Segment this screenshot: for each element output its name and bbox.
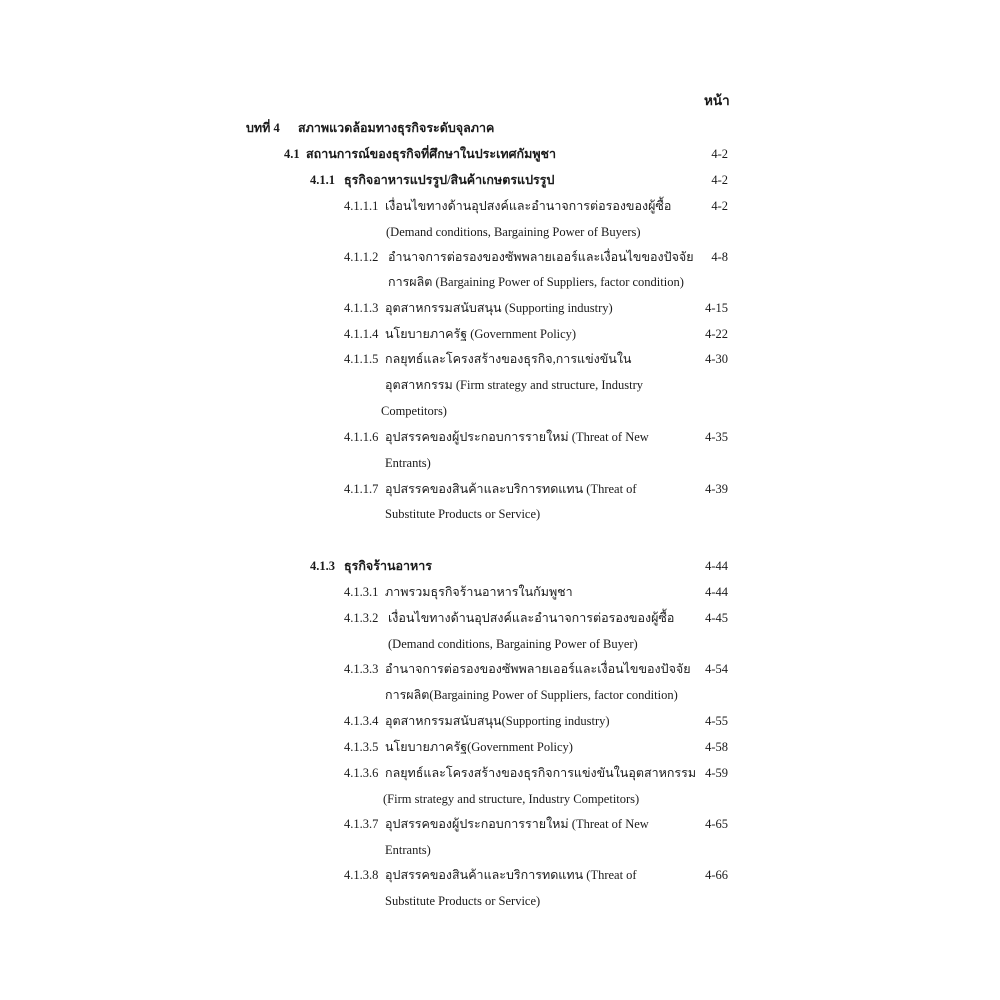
- toc-item-text: เงื่อนไขทางด้านอุปสงค์และอำนาจการต่อรองของผู้ซื้อ: [388, 611, 675, 625]
- toc-item-page: 4-15: [705, 301, 728, 315]
- subsection-title: ธุรกิจร้านอาหาร: [344, 559, 433, 573]
- toc-item-number: 4.1.3.1: [344, 585, 379, 599]
- toc-item-text: อุปสรรคของผู้ประกอบการรายใหม่ (Threat of New: [385, 817, 649, 831]
- toc-item-number: 4.1.3.7: [344, 817, 379, 831]
- toc-item-number: 4.1.1.7: [344, 482, 379, 496]
- toc-item-text: อุตสาหกรรมสนับสนุน (Supporting industry): [385, 301, 613, 315]
- toc-item-text: การผลิต (Bargaining Power of Suppliers, factor condition): [388, 275, 684, 289]
- toc-item-text: นโยบายภาครัฐ(Government Policy): [385, 740, 573, 754]
- toc-item-text: กลยุทธ์และโครงสร้างของธุรกิจการแข่งขันในอุตสาหกรรม: [385, 766, 697, 780]
- toc-item-page: 4-59: [705, 766, 728, 780]
- subsection-page: 4-2: [711, 173, 728, 187]
- toc-item-number: 4.1.1.5: [344, 352, 379, 366]
- subsection-number: 4.1.3: [310, 559, 335, 573]
- toc-item-number: 4.1.3.3: [344, 662, 379, 676]
- toc-item-page: 4-65: [705, 817, 728, 831]
- toc-item-number: 4.1.3.2: [344, 611, 379, 625]
- toc-item-number: 4.1.1.3: [344, 301, 379, 315]
- toc-item-text: Substitute Products or Service): [385, 894, 541, 908]
- toc-item-text: อุปสรรคของสินค้าและบริการทดแทน (Threat of: [385, 868, 637, 882]
- toc-item-text: ภาพรวมธุรกิจร้านอาหารในกัมพูชา: [385, 585, 573, 599]
- toc-item-page: 4-22: [705, 327, 728, 341]
- toc-item-number: 4.1.1.2: [344, 250, 379, 264]
- toc-item-text: การผลิต(Bargaining Power of Suppliers, factor condition): [385, 688, 678, 702]
- toc-item-text: (Demand conditions, Bargaining Power of Buyer): [388, 637, 638, 651]
- chapter-title: สภาพแวดล้อมทางธุรกิจระดับจุลภาค: [298, 121, 495, 135]
- toc-item-page: 4-66: [705, 868, 728, 882]
- toc-item-page: 4-35: [705, 430, 728, 444]
- toc-item-number: 4.1.1.4: [344, 327, 379, 341]
- subsection-page: 4-44: [705, 559, 728, 573]
- toc-item-text: นโยบายภาครัฐ (Government Policy): [385, 327, 577, 341]
- toc-item-page: 4-55: [705, 714, 728, 728]
- toc-item-text: อุปสรรคของสินค้าและบริการทดแทน (Threat of: [385, 482, 637, 496]
- toc-item-page: 4-8: [711, 250, 728, 264]
- toc-item-page: 4-2: [711, 199, 728, 213]
- toc-item-number: 4.1.3.8: [344, 868, 379, 882]
- toc-item-page: 4-45: [705, 611, 728, 625]
- section-number: 4.1: [284, 147, 300, 161]
- toc-item-number: 4.1.3.4: [344, 714, 379, 728]
- toc-item-number: 4.1.1.1: [344, 199, 379, 213]
- toc-item-text: อำนาจการต่อรองของซัพพลายเออร์และเงื่อนไขของปัจจัย: [388, 250, 694, 264]
- section-page: 4-2: [711, 147, 728, 161]
- page-column-header: หน้า: [704, 93, 730, 108]
- toc-item-text: (Demand conditions, Bargaining Power of Buyers): [386, 225, 641, 239]
- toc-item-page: 4-58: [705, 740, 728, 754]
- toc-item-text: อำนาจการต่อรองของซัพพลายเออร์และเงื่อนไขของปัจจัย: [385, 662, 691, 676]
- subsection-number: 4.1.1: [310, 173, 335, 187]
- toc-item-number: 4.1.3.5: [344, 740, 379, 754]
- toc-item-page: 4-44: [705, 585, 728, 599]
- toc-item-text: อุตสาหกรรมสนับสนุน(Supporting industry): [385, 714, 610, 728]
- toc-item-number: 4.1.1.6: [344, 430, 379, 444]
- toc-item-text: อุปสรรคของผู้ประกอบการรายใหม่ (Threat of New: [385, 430, 649, 444]
- toc-item-text: เงื่อนไขทางด้านอุปสงค์และอำนาจการต่อรองของผู้ซื้อ: [385, 199, 672, 213]
- toc-item-text: Entrants): [385, 843, 431, 857]
- toc-item-page: 4-39: [705, 482, 728, 496]
- toc-item-text: Competitors): [381, 404, 447, 418]
- toc-item-page: 4-30: [705, 352, 728, 366]
- subsection-title: ธุรกิจอาหารแปรรูป/สินค้าเกษตรแปรรูป: [344, 173, 555, 187]
- toc-item-number: 4.1.3.6: [344, 766, 379, 780]
- toc-item-text: กลยุทธ์และโครงสร้างของธุรกิจ,การแข่งขันใน: [385, 352, 632, 366]
- toc-item-text: Entrants): [385, 456, 431, 470]
- toc-item-text: Substitute Products or Service): [385, 507, 541, 521]
- toc-item-page: 4-54: [705, 662, 728, 676]
- chapter-number: บทที่ 4: [246, 121, 280, 135]
- toc-item-text: (Firm strategy and structure, Industry Competitors): [383, 792, 640, 806]
- toc-item-text: อุตสาหกรรม (Firm strategy and structure, Industry: [385, 378, 643, 392]
- section-title: สถานการณ์ของธุรกิจที่ศึกษาในประเทศกัมพูชา: [306, 147, 557, 161]
